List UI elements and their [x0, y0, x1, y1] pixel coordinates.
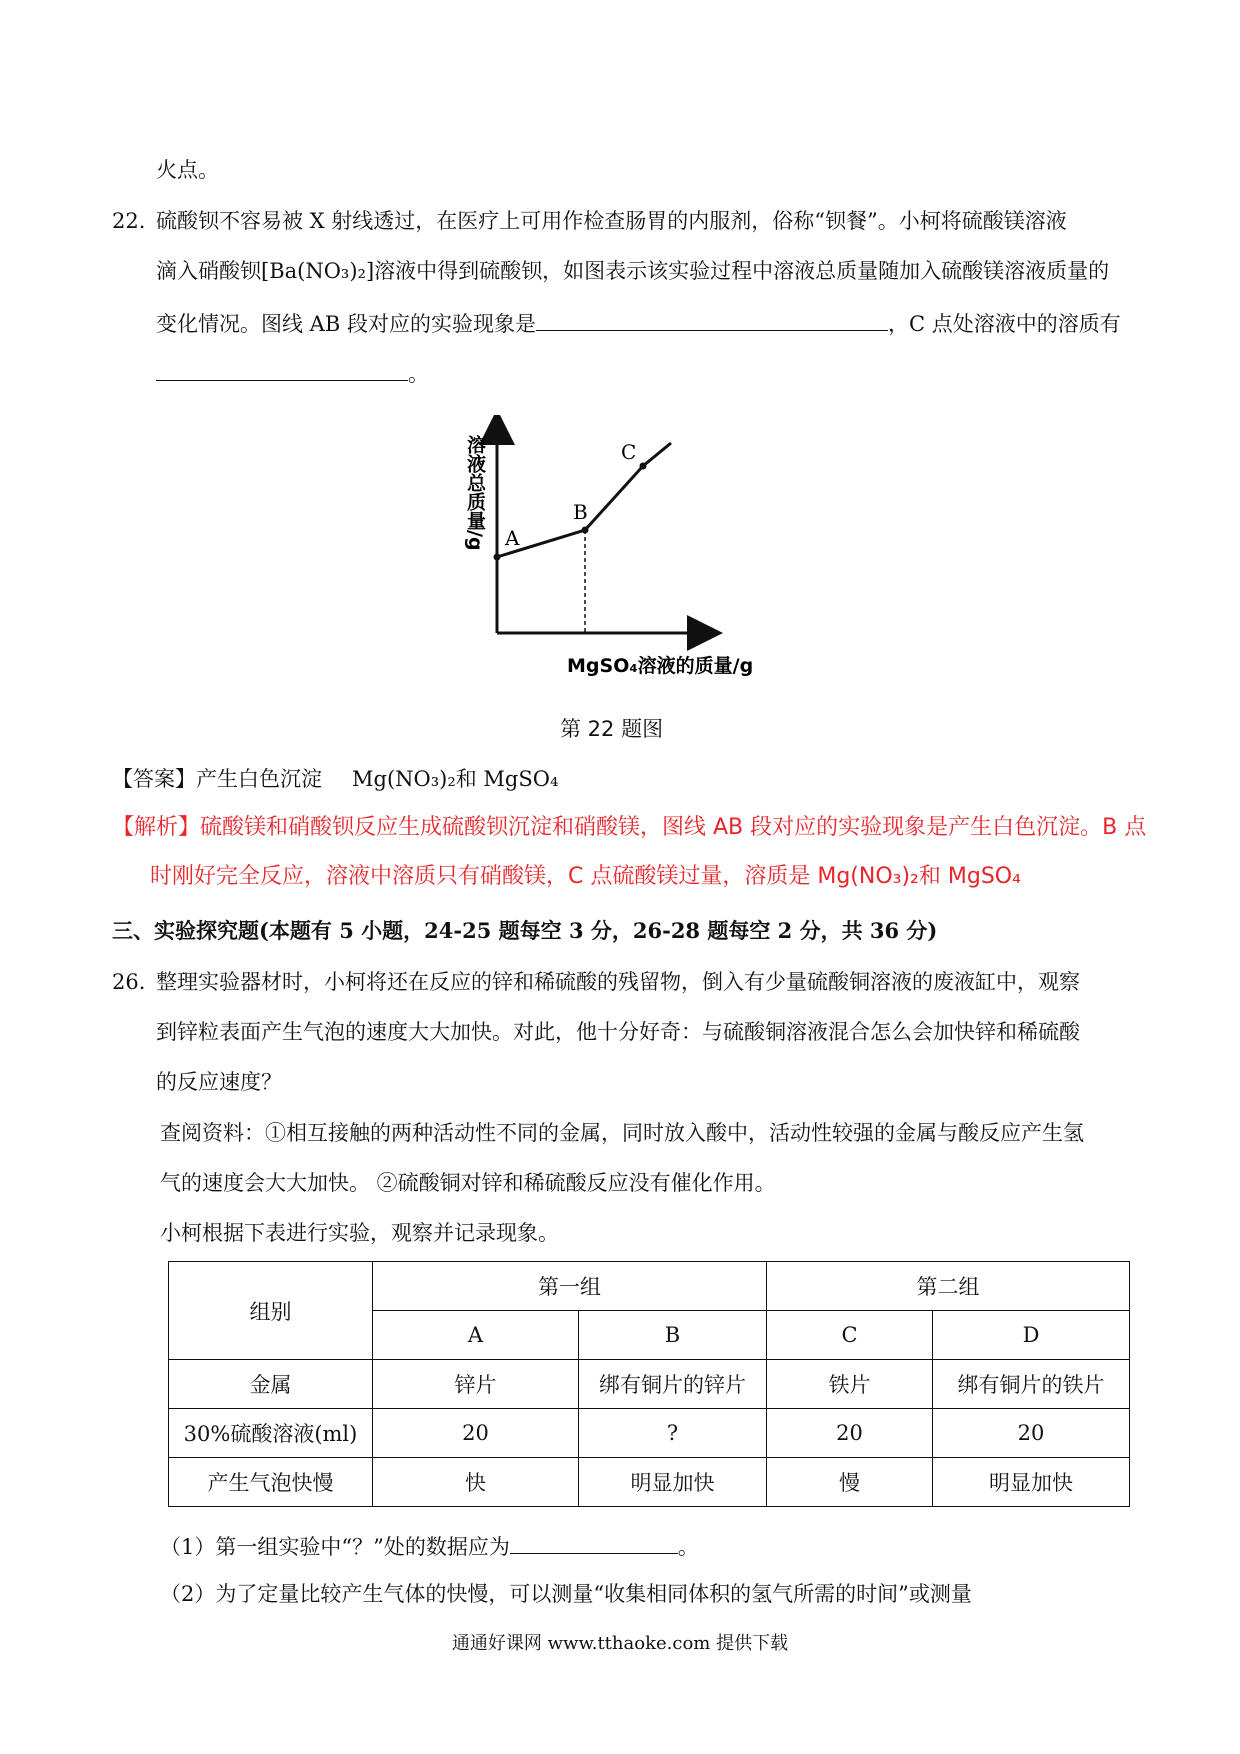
answer-blank[interactable] — [510, 1529, 678, 1554]
point-label-b: B — [573, 500, 588, 524]
question-26-text: 的反应速度？ — [156, 1070, 282, 1094]
question-26-text: 小柯根据下表进行实验，观察并记录现象。 — [160, 1221, 559, 1245]
table-cell: 快 — [373, 1458, 579, 1507]
sub-question-2: （2）为了定量比较产生气体的快慢，可以测量“收集相同体积的氢气所需的时间”或测量 — [160, 1582, 972, 1606]
table-cell: C — [767, 1311, 933, 1360]
table-cell: D — [933, 1311, 1130, 1360]
answer-text-2: Mg(NO₃)₂和 MgSO₄ — [352, 767, 559, 791]
table-cell: 明显加快 — [933, 1458, 1130, 1507]
table-cell: 绑有铜片的铁片 — [933, 1360, 1130, 1409]
table-cell: A — [373, 1311, 579, 1360]
table-cell: 第一组 — [373, 1262, 767, 1311]
table-cell: 明显加快 — [579, 1458, 767, 1507]
table-cell: 锌片 — [373, 1360, 579, 1409]
table-cell: 慢 — [767, 1458, 933, 1507]
y-axis-label: 溶液总质量/g — [464, 435, 486, 551]
section-heading: 三、实验探究题(本题有 5 小题，24-25 题每空 3 分，26-28 题每空 2 分，共 36 分) — [112, 918, 938, 943]
question-22-text — [156, 356, 429, 389]
table-cell: 20 — [933, 1409, 1130, 1458]
table-row — [169, 1458, 1130, 1507]
question-22-text: 硫酸钡不容易被 X 射线透过，在医疗上可用作检查肠胃的内服剂，俗称“钡餐”。小柯将硫酸镁溶液 — [156, 209, 1067, 233]
analysis-line: 时刚好完全反应，溶液中溶质只有硝酸镁，C 点硫酸镁过量，溶质是 Mg(NO₃)₂和 MgSO₄ — [150, 864, 1021, 889]
analysis-line — [112, 813, 1146, 843]
text-segment: ，C 点处溶液中的溶质有 — [887, 312, 1121, 336]
analysis-text: 硫酸镁和硝酸钡反应生成硫酸钡沉淀和硝酸镁，图线 AB 段对应的实验现象是产生白色沉淀。B 点 — [200, 815, 1147, 840]
table-cell: 第二组 — [767, 1262, 1130, 1311]
question-26-text: 气的速度会大大加快。 ②硫酸铜对锌和稀硫酸反应没有催化作用。 — [160, 1171, 776, 1195]
sub-question-1 — [160, 1529, 699, 1562]
point-c — [640, 463, 647, 470]
table-cell: 组别 — [169, 1262, 373, 1360]
table-cell: B — [579, 1311, 767, 1360]
table-cell: 20 — [373, 1409, 579, 1458]
table-row — [169, 1262, 1130, 1311]
table-cell: 铁片 — [767, 1360, 933, 1409]
question-number: 22. — [112, 209, 146, 233]
experiment-table — [168, 1261, 1130, 1507]
point-a — [494, 554, 501, 561]
answer-blank[interactable] — [536, 306, 888, 331]
table-cell: ? — [579, 1409, 767, 1458]
table-cell: 30%硫酸溶液(ml) — [169, 1409, 373, 1458]
text-segment: 。 — [677, 1535, 699, 1559]
analysis-label: 【解析】 — [112, 815, 201, 840]
table-row — [169, 1360, 1130, 1409]
question-number: 26. — [112, 970, 146, 994]
answer-label: 【答案】 — [112, 767, 196, 791]
table-cell: 绑有铜片的锌片 — [579, 1360, 767, 1409]
question-22-text: 滴入硝酸钡[Ba(NO₃)₂]溶液中得到硫酸钡，如图表示该实验过程中溶液总质量随加入硫酸镁溶液质量的 — [156, 259, 1110, 283]
question-22-figure — [455, 415, 795, 690]
table-row — [169, 1409, 1130, 1458]
table-cell: 20 — [767, 1409, 933, 1458]
text-segment: 。 — [408, 362, 429, 386]
text-line: 火点。 — [156, 158, 219, 182]
table-cell: 金属 — [169, 1360, 373, 1409]
question-26-text: 到锌粒表面产生气泡的速度大大加快。对此，他十分好奇：与硫酸铜溶液混合怎么会加快锌和稀硫酸 — [156, 1020, 1080, 1044]
question-22-text — [156, 306, 1121, 339]
answer-line — [112, 764, 558, 794]
text-segment: （1）第一组实验中“？”处的数据应为 — [160, 1535, 510, 1559]
question-26-text: 整理实验器材时，小柯将还在反应的锌和稀硫酸的残留物，倒入有少量硫酸铜溶液的废液缸中，观察 — [156, 970, 1080, 994]
point-label-c: C — [621, 440, 637, 464]
page-footer: 通通好课网 www.tthaoke.com 提供下载 — [451, 1633, 789, 1654]
answer-text: 产生白色沉淀 — [196, 767, 322, 791]
x-axis-label: MgSO₄溶液的质量/g — [567, 655, 754, 677]
point-label-a: A — [505, 526, 520, 550]
point-b — [582, 527, 589, 534]
text-segment: 变化情况。图线 AB 段对应的实验现象是 — [156, 312, 536, 336]
question-26-text: 查阅资料：①相互接触的两种活动性不同的金属，同时放入酸中，活动性较强的金属与酸反应产生氢 — [160, 1121, 1084, 1145]
figure-caption: 第 22 题图 — [560, 717, 664, 741]
table-cell: 产生气泡快慢 — [169, 1458, 373, 1507]
answer-blank[interactable] — [156, 356, 408, 381]
